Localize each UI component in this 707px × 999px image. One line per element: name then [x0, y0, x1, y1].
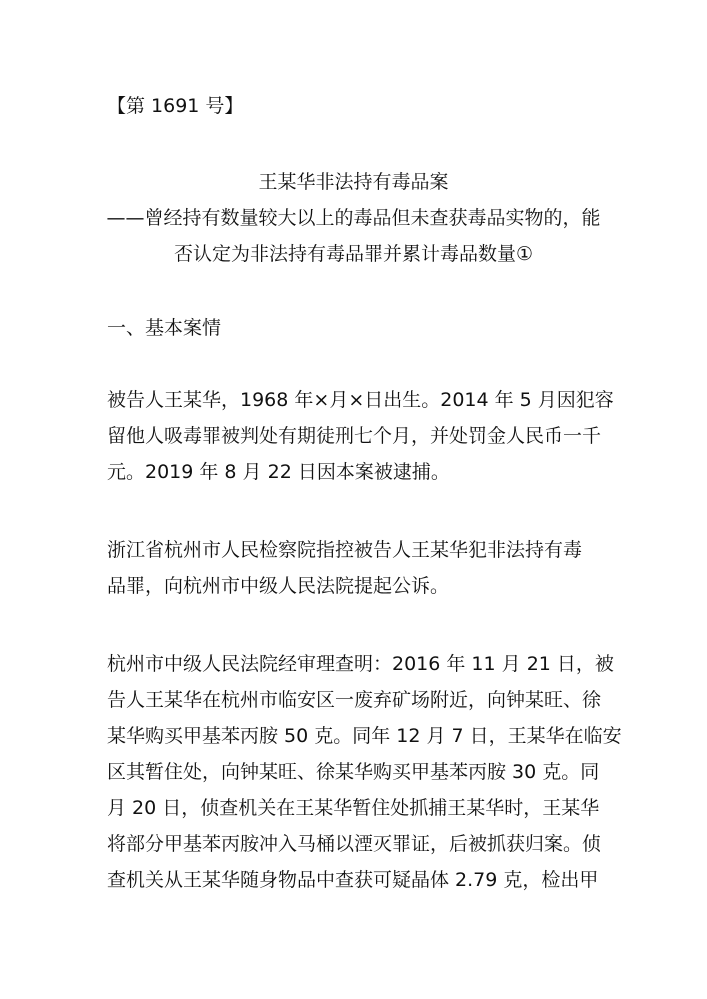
paragraph-court-findings	[107, 646, 622, 898]
paragraph-line: 被告人王某华，1968 年×月×日出生。2014 年 5 月因犯容	[107, 389, 614, 411]
paragraph-line: 将部分甲基苯丙胺冲入马桶以湮灭罪证，后被抓获归案。侦	[107, 833, 602, 855]
paragraph-line: 查机关从王某华随身物品中查获可疑晶体 2.79 克，检出甲	[107, 869, 599, 891]
case-subtitle-line-1: ——曾经持有数量较大以上的毒品但未查获毒品实物的，能	[106, 207, 601, 229]
paragraph-line: 某华购买甲基苯丙胺 50 克。同年 12 月 7 日，王某华在临安	[107, 725, 622, 747]
case-number: 【第 1691 号】	[107, 95, 244, 117]
paragraph-line: 元。2019 年 8 月 22 日因本案被逮捕。	[107, 461, 450, 483]
paragraph-line: 告人王某华在杭州市临安区一废弃矿场附近，向钟某旺、徐	[107, 689, 602, 711]
case-title-block	[100, 164, 607, 272]
section-heading-basic-facts: 一、基本案情	[107, 317, 222, 339]
paragraph-line: 杭州市中级人民法院经审理查明：2016 年 11 月 21 日，被	[107, 653, 614, 675]
paragraph-prosecution	[107, 532, 601, 604]
paragraph-line: 品罪，向杭州市中级人民法院提起公诉。	[107, 575, 450, 597]
paragraph-line: 浙江省杭州市人民检察院指控被告人王某华犯非法持有毒	[107, 539, 583, 561]
case-subtitle-line-2: 否认定为非法持有毒品罪并累计毒品数量①	[173, 243, 534, 265]
paragraph-line: 月 20 日，侦查机关在王某华暂住处抓捕王某华时，王某华	[107, 797, 600, 819]
paragraph-defendant-info	[107, 382, 614, 490]
paragraph-line: 留他人吸毒罪被判处有期徒刑七个月，并处罚金人民币一千	[107, 425, 602, 447]
case-title: 王某华非法持有毒品案	[258, 171, 449, 193]
paragraph-line: 区其暂住处，向钟某旺、徐某华购买甲基苯丙胺 30 克。同	[107, 761, 600, 783]
